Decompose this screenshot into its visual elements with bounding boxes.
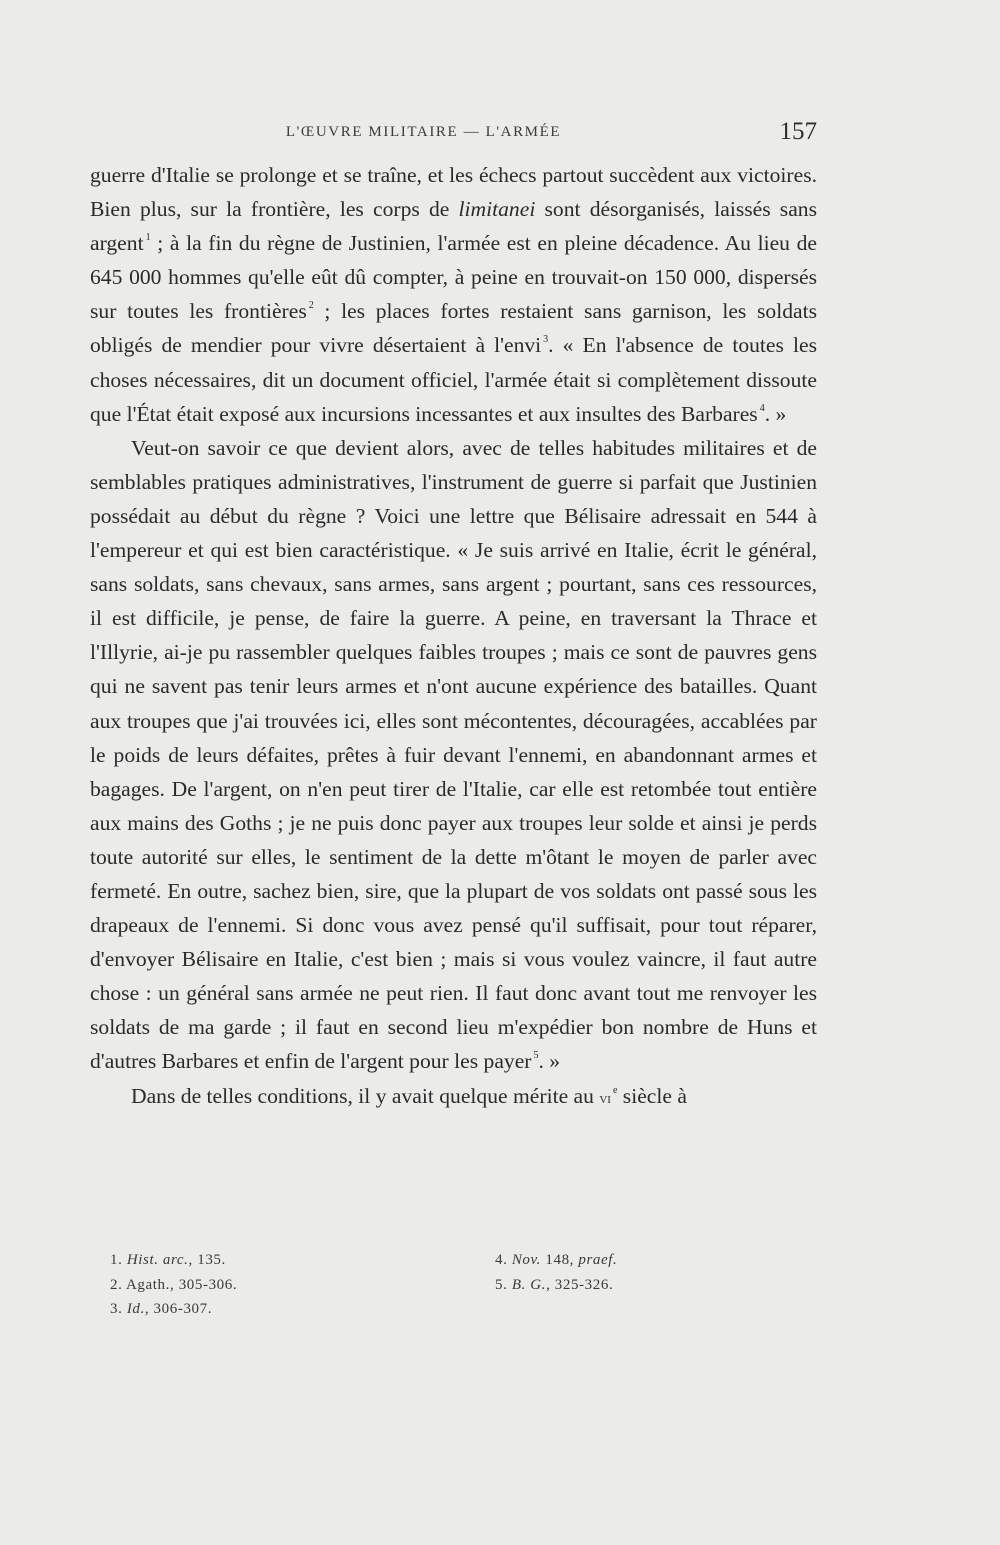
paragraph-2-text-a: Veut-on savoir ce que devient alors, avec de telles habitudes militaires et de semblables pratiques administratives, l'instrument de guerre si parfait que Justinien possédait au début du règne ? Voici une lettre que Bélisaire adressait en 544 à l'empereur et qui est bien caractéristique. « Je suis arrivé en Italie, écrit le général, sans soldats, sans chevaux, sans armes, sans argent ; pourtant, sans ces ressources, il est difficile, je pense, de faire la guerre. A peine, en traversant la Thrace et l'Illyrie, ai-je pu rassembler quelques faibles troupes ; mais ce sont de pauvres gens qui ne savent pas tenir leurs armes et n'ont aucune expérience des batailles. Quant aux troupes que j'ai trouvées ici, elles sont mécontentes, découragées, accablées par le poids de leurs défaites, prêtes à fuir devant l'ennemi, en abandonnant armes et bagages. De l'argent, on n'en peut tirer de l'Italie, car elle est retombée tout entière aux mains des Goths ; je ne puis donc payer aux troupes leur solde et ainsi je perds toute autorité sur elles, le sentiment de la dette m'ôtant le moyen de parler avec fermeté. En outre, sachez bien, sire, que la plupart de vos soldats ont passé sous les drapeaux de l'ennemi. Si donc vous avez pensé qu'il suffisait, pour tout réparer, d'envoyer Bélisaire en Italie, c'est bien ; mais si vous voulez vaincre, il faut autre chose : un général sans armée ne peut rien. Il faut donc avant tout me renvoyer les soldats de ma garde ; il faut en second lieu m'expédier bon nombre de Huns et d'autres Barbares et enfin de l'argent pour les payer [90,435,817,1074]
paragraph-3 [90,1079,817,1116]
footnote-source-suffix: praef. [578,1252,618,1268]
footnote-ref: Agath., 305-306. [125,1276,238,1293]
footnote-number: 4. [495,1252,508,1268]
footnote-ref: 148, [541,1252,579,1268]
century-superscript: e [612,1084,618,1096]
footnote-ref-2: 2 [308,300,314,312]
paragraph-2-text-b: . » [538,1049,561,1074]
footnote-ref: , 306-307. [144,1301,213,1317]
footnote-ref: , 325-326. [546,1276,614,1293]
paragraph-3-text-a: Dans de telles conditions, il y avait quelque mérite au [131,1083,600,1108]
paragraph-1-text-d: ; les places fortes restaient sans garnison, les soldats obligés de mendier pour vivre désertaient à l'envi [90,299,817,358]
century-numeral: vi [599,1089,611,1107]
paragraph-1 [90,158,817,431]
footnotes-left-column [110,1248,237,1322]
footnote-5 [495,1273,617,1298]
footnote-3 [110,1297,237,1322]
paragraph-1-text-a: guerre d'Italie se prolonge et se traîne, et les échecs partout succèdent aux victoires. Bien plus, sur la frontière, les corps de [90,163,817,222]
body-text [90,158,817,1116]
page-number: 157 [779,118,817,145]
footnote-ref-4: 4 [759,402,765,414]
footnote-ref-3: 3 [543,334,549,346]
footnote-ref-5: 5 [533,1050,539,1062]
footnote-source: Nov. [511,1252,542,1268]
footnote-1 [110,1248,237,1273]
paragraph-2 [90,431,817,1079]
footnote-number: 1. [110,1252,123,1268]
paragraph-1-text-c: ; à la fin du règne de Justinien, l'armée est en pleine décadence. Au lieu de 645 000 hommes qu'elle eût dû compter, à peine en trouvait-on 150 000, dispersés sur toutes les frontières [90,231,817,324]
footnote-4 [495,1248,617,1273]
paragraph-3-text-b: siècle à [617,1083,687,1108]
footnote-source: B. G. [511,1276,547,1293]
footnote-ref-1: 1 [145,232,151,244]
footnote-source: Id. [126,1301,145,1317]
paragraph-1-italic-term: limitanei [458,197,536,222]
footnote-number: 3. [110,1301,123,1317]
footnote-2 [110,1273,237,1298]
footnote-ref: , 135. [188,1252,226,1268]
paragraph-1-text-f: . » [764,401,787,426]
paragraph-1-text-e: . « En l'absence de toutes les choses nécessaires, dit un document officiel, l'armée était si complètement dissoute que l'État était exposé aux incursions incessantes et aux insultes des Barbares [90,333,817,426]
footnotes-right-column [495,1248,617,1297]
running-title: L'ŒUVRE MILITAIRE — L'ARMÉE [285,124,562,140]
footnote-number: 2. [110,1276,123,1293]
paragraph-1-text-b: sont désorganisés, laissés sans argent [90,197,817,256]
running-head [90,118,817,150]
footnote-source: Hist. arc. [126,1252,189,1268]
footnote-number: 5. [495,1276,508,1293]
